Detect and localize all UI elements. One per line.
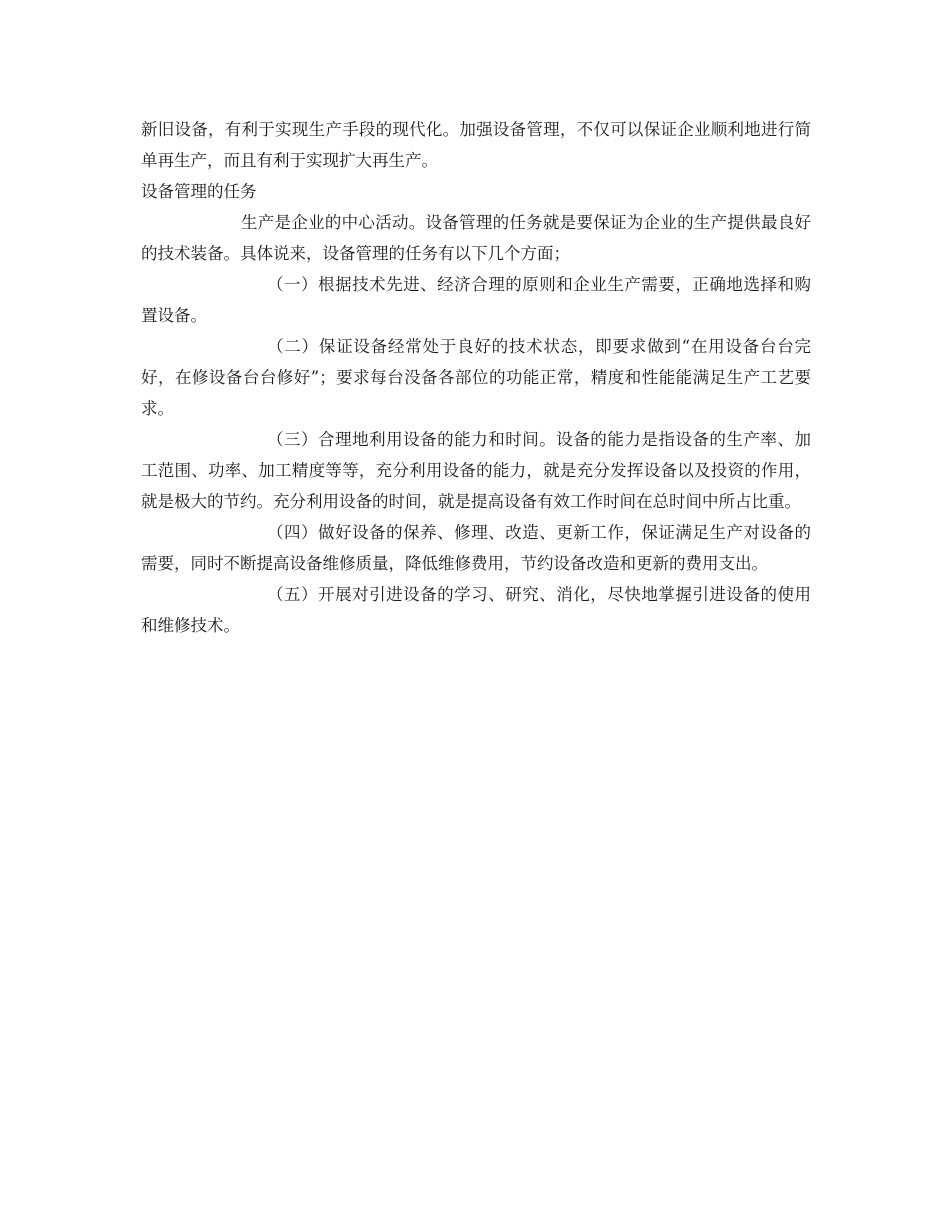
task-item-2: （二）保证设备经常处于良好的技术状态，即要求做到“在用设备台台完好，在修设备台台修好”；要求每台没备各部位的功能正常，精度和性能能满足生产工艺要求。 (141, 337, 811, 418)
task-item-3: （三）合理地利用设备的能力和时间。设备的能力是指设备的生产率、加工范围、功率、加工精度等等，充分利用设备的能力，就是充分发挥设备以及投资的作用，就是极大的节约。充分利用设备的时间，就是提高设备有效工作时间在总时间中所占比重。 (141, 430, 811, 511)
task-item-5: （五）开展对引进设备的学习、研究、消化，尽快地掌握引进设备的使用和维修技术。 (141, 585, 811, 635)
section-heading: 设备管理的任务 (141, 182, 257, 201)
task-item-1: （一）根据技术先进、经济合理的原则和企业生产需要，正确地选择和购置设备。 (141, 275, 811, 325)
document-body (141, 114, 811, 641)
lead-paragraph: 生产是企业的中心活动。设备管理的任务就是要保证为企业的生产提供最良好的技术装备。具体说来，设备管理的任务有以下几个方面； (141, 213, 811, 263)
task-item-4: （四）做好设备的保养、修理、改造、更新工作，保证满足生产对设备的需要，同时不断提高设备维修质量，降低维修费用，节约设备改造和更新的费用支出。 (141, 523, 811, 573)
intro-paragraph: 新旧设备，有利于实现生产手段的现代化。加强设备管理，不仅可以保证企业顺利地进行简单再生产，而且有利于实现扩大再生产。 (141, 120, 811, 170)
